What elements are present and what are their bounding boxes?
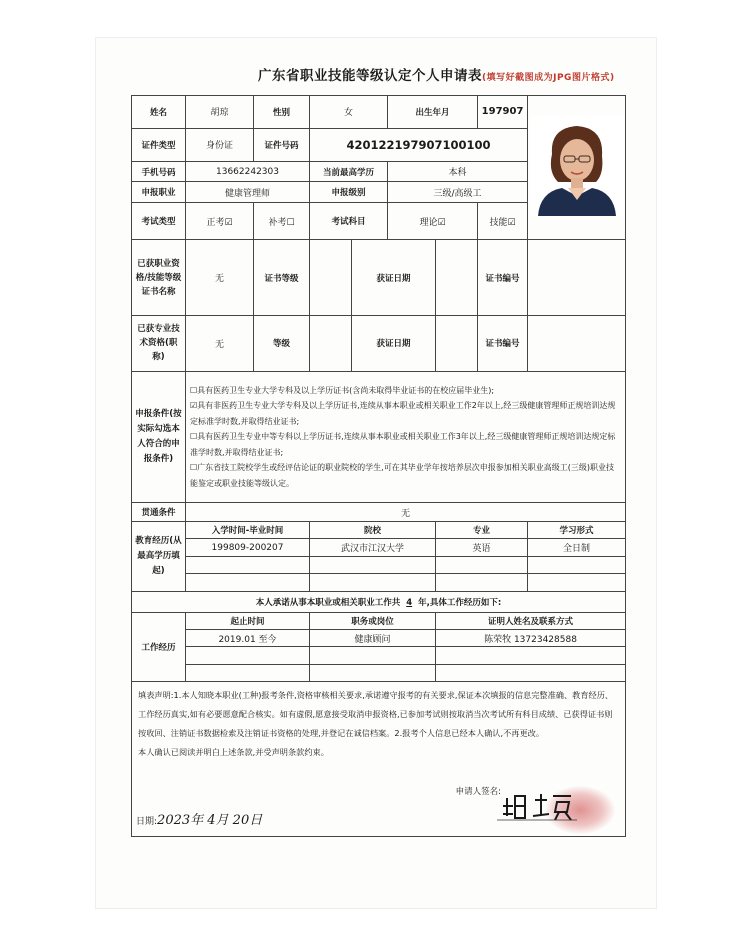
label-name: 姓名 [132, 96, 186, 129]
label-edu-history: 教育经历(从最高学历填起) [132, 522, 186, 592]
work-header: 职务或岗位 [310, 612, 436, 629]
signature-label: 申请人签名: [455, 787, 502, 797]
work-header: 证明人姓名及联系方式 [436, 612, 626, 629]
work-cell: 健康顾问 [310, 630, 436, 647]
value-pass-cond: 无 [186, 503, 626, 522]
label-obtained-cert: 已获职业资格/技能等级证书名称 [132, 240, 186, 316]
value-cert-no [528, 240, 626, 316]
edu-cell [436, 556, 528, 573]
label-id-type: 证件类型 [132, 128, 186, 161]
date-label: 日期: [136, 817, 158, 827]
edu-cell [528, 556, 626, 573]
value-gender: 女 [310, 96, 388, 129]
confirm-text: 本人确认已阅读并明白上述条款,并受声明条款约束。 [138, 747, 329, 758]
edu-cell [528, 574, 626, 591]
checkbox-regular-exam[interactable]: 正考☑ [186, 203, 254, 240]
title-note: (填写好截图成为JPG图片格式) [482, 73, 615, 83]
label-exam-type: 考试类型 [132, 203, 186, 240]
condition-item[interactable]: ☐广东省技工院校学生或经评估论证的职业院校的学生,可在其毕业学年按培养层次申报参加相关职业高级工(三级)职业技能鉴定或职业技能等级认定。 [190, 463, 614, 488]
edu-cell: 199809-200207 [186, 539, 310, 556]
work-cell [186, 664, 310, 681]
edu-header: 院校 [310, 522, 436, 539]
label-prof-cert-no: 证书编号 [478, 316, 528, 372]
photo-cell [528, 96, 626, 240]
work-statement-suffix: 年,具体工作经历如下: [418, 597, 502, 608]
value-prof-issue-date [436, 316, 478, 372]
table-row [132, 647, 626, 664]
label-pass-cond: 贯通条件 [132, 503, 186, 522]
value-birth: 197907 [478, 96, 528, 129]
work-header: 起止时间 [186, 612, 310, 629]
table-row [132, 574, 626, 591]
label-birth: 出生年月 [388, 96, 478, 129]
title-text: 广东省职业技能等级认定个人申请表 [258, 68, 482, 84]
date-line [136, 811, 262, 832]
label-work-history: 工作经历 [132, 612, 186, 682]
value-grade [310, 316, 352, 372]
value-id-no: 420122197907100100 [310, 128, 528, 161]
work-statement-prefix: 本人承诺从事本职业或相关职业工作共 [255, 597, 401, 608]
work-years: 4 [406, 597, 413, 608]
work-cell [186, 647, 310, 664]
table-row [132, 556, 626, 573]
value-cert-level [310, 240, 352, 316]
label-conditions: 申报条件(按实际勾选本人符合的申报条件) [132, 371, 186, 503]
value-issue-date [436, 240, 478, 316]
work-cell: 2019.01 至今 [186, 630, 310, 647]
label-obtained-prof: 已获专业技术资格(职称) [132, 316, 186, 372]
value-phone: 13662242303 [186, 161, 310, 182]
label-phone: 手机号码 [132, 161, 186, 182]
condition-item[interactable]: ☐具有医药卫生专业大学专科及以上学历证书(含尚未取得毕业证书的在校应届毕业生); [190, 385, 495, 395]
label-id-no: 证件号码 [254, 128, 310, 161]
label-grade: 等级 [254, 316, 310, 372]
applicant-photo [530, 116, 624, 216]
label-cert-level: 证书等级 [254, 240, 310, 316]
edu-cell [186, 574, 310, 591]
edu-cell [310, 556, 436, 573]
date-value: 2023年 4月 20日 [157, 813, 263, 828]
work-statement [132, 591, 626, 612]
condition-item[interactable]: ☐具有医药卫生专业中等专科以上学历证书,连续从事本职业或相关职业工作3年以上,经三级健康管理师正规培训达规定标准学时数,并取得结业证书; [190, 432, 616, 457]
label-education: 当前最高学历 [310, 161, 388, 182]
label-exam-subject: 考试科目 [310, 203, 388, 240]
value-obtained-prof: 无 [186, 316, 254, 372]
label-level: 申报级别 [310, 182, 388, 203]
form-title [258, 64, 615, 84]
value-obtained-cert: 无 [186, 240, 254, 316]
table-row [132, 630, 626, 647]
checkbox-theory[interactable]: 理论☑ [388, 203, 478, 240]
signature-image [495, 784, 579, 822]
edu-header: 学习形式 [528, 522, 626, 539]
value-education: 本科 [388, 161, 528, 182]
edu-header: 入学时间-毕业时间 [186, 522, 310, 539]
label-prof-issue-date: 获证日期 [352, 316, 436, 372]
edu-cell [186, 556, 310, 573]
edu-cell: 全日制 [528, 539, 626, 556]
label-issue-date: 获证日期 [352, 240, 436, 316]
checkbox-makeup-exam[interactable]: 补考☐ [254, 203, 310, 240]
work-cell: 陈荣牧 13723428588 [436, 630, 626, 647]
condition-item[interactable]: ☑具有非医药卫生专业大学专科及以上学历证书,连续从事本职业或相关职业工作2年以上,经三级健康管理师正规培训达规定标准学时数,并取得结业证书; [190, 401, 616, 426]
work-cell [436, 647, 626, 664]
edu-cell [436, 574, 528, 591]
value-prof-cert-no [528, 316, 626, 372]
value-id-type: 身份证 [186, 128, 254, 161]
table-row [132, 539, 626, 556]
edu-cell: 武汉市江汉大学 [310, 539, 436, 556]
work-cell [310, 647, 436, 664]
conditions-list [186, 371, 626, 503]
value-name: 胡琼 [186, 96, 254, 129]
value-level: 三级/高级工 [388, 182, 528, 203]
declaration-cell [132, 682, 626, 837]
label-occupation: 申报职业 [132, 182, 186, 203]
declaration-text: 填表声明:1.本人知晓本职业(工种)报考条件,资格审核相关要求,承诺遵守报考的有关要求,保证本次填报的信息完整准确、教育经历、工作经历真实,如有必要愿意配合核实。如有虚假,愿意接受取消申报资格,已参加考试则按取消当次考试所有科目成绩、已获得证书则按收回、注销证书数据检索及注销证书资格的处理,并登记在诚信档案。2.报考个人信息已经本人确认,不再更改。 [138, 690, 614, 739]
work-cell [310, 664, 436, 681]
edu-cell: 英语 [436, 539, 528, 556]
table-row [132, 664, 626, 681]
work-cell [436, 664, 626, 681]
label-gender: 性别 [254, 96, 310, 129]
edu-cell [310, 574, 436, 591]
value-occupation: 健康管理师 [186, 182, 310, 203]
checkbox-skill[interactable]: 技能☑ [478, 203, 528, 240]
label-cert-no: 证书编号 [478, 240, 528, 316]
edu-header: 专业 [436, 522, 528, 539]
application-form [131, 95, 626, 837]
